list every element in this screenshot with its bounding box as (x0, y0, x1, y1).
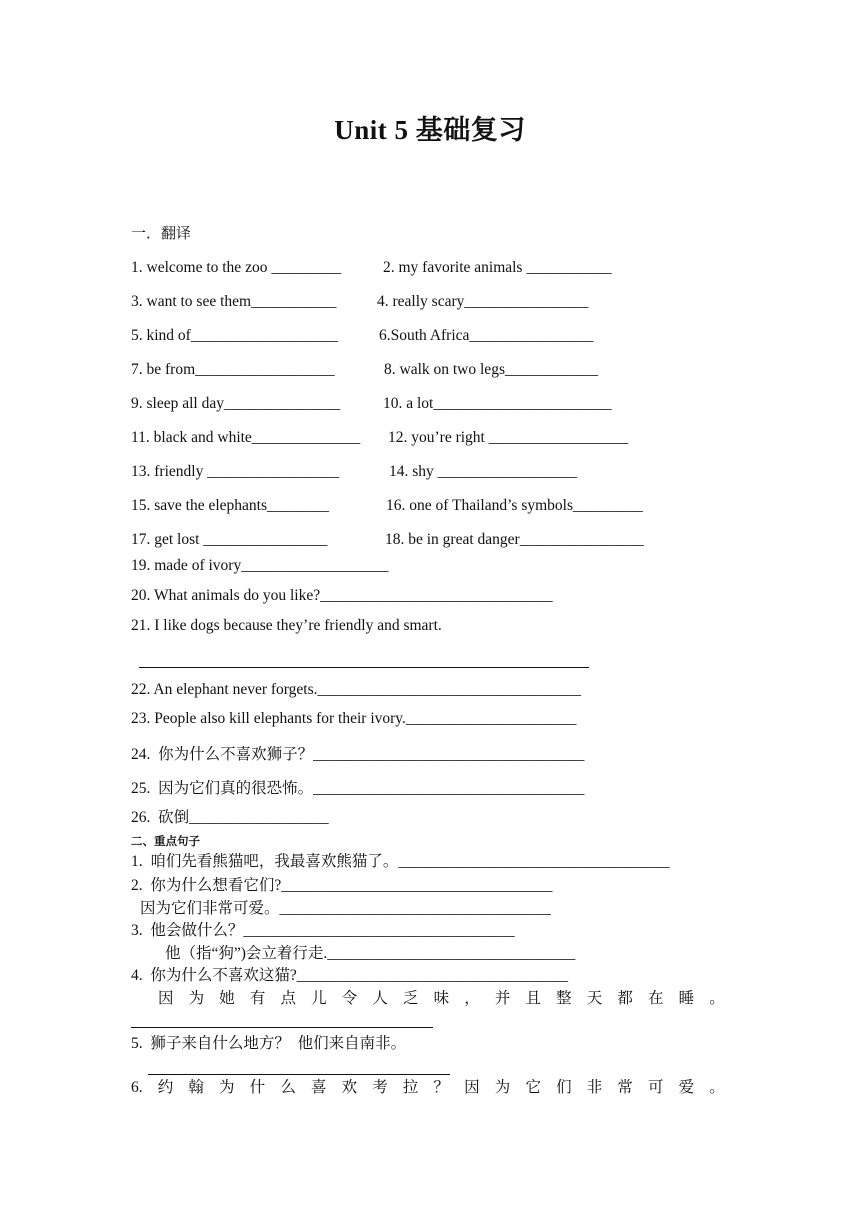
translation-item: 11. black and white______________ (131, 429, 361, 446)
sentence-1: 1. 咱们先看熊猫吧，我最喜欢熊猫了。___________________________________ (131, 853, 670, 870)
translation-item: 1. welcome to the zoo _________ (131, 259, 342, 276)
sentence-char: 什 (249, 1079, 266, 1096)
sentence-2: 2. 你为什么想看它们?___________________________________ (131, 877, 553, 894)
translation-item: 15. save the elephants________ (131, 497, 330, 514)
translation-item: 16. one of Thailand’s symbols_________ (386, 497, 643, 514)
translation-item: 9. sleep all day_______________ (131, 395, 341, 412)
sentence-char: 点 (280, 990, 297, 1007)
section-heading-key-sentences: 二、重点句子 (131, 836, 200, 848)
sentence-char: 乏 (403, 990, 419, 1007)
sentence-char: 它 (525, 1079, 541, 1096)
sentence-char: 整 (556, 990, 572, 1007)
item-26: 26. 砍倒__________________ (131, 809, 329, 826)
sentence-char: 为 (494, 1079, 511, 1096)
sentence-char: 非 (586, 1079, 603, 1096)
sentence-char: 因 (464, 1079, 480, 1096)
sentence-2-answer: 因为它们非常可爱。___________________________________ (140, 900, 551, 917)
sentence-char: 并 (494, 990, 511, 1007)
sentence-4: 4. 你为什么不喜欢这猫?___________________________________ (131, 967, 569, 984)
sentence-char: 天 (586, 990, 603, 1007)
sentence-char: ， (464, 990, 480, 1007)
sentence-char: 。 (709, 1079, 725, 1096)
sentence-char: 在 (648, 990, 664, 1007)
sentence-char: 可 (648, 1079, 664, 1096)
sentence-char: 味 (433, 990, 450, 1007)
sentence-char: 们 (556, 1079, 572, 1096)
translation-item: 8. walk on two legs____________ (384, 361, 598, 378)
sentence-char: 。 (709, 990, 725, 1007)
sentence-4-answer (158, 989, 725, 1009)
section-heading-translation: 一．翻译 (131, 226, 192, 242)
sentence-char: 常 (617, 1079, 633, 1096)
sentence-char: 考 (372, 1079, 388, 1096)
sentence-char: 为 (188, 990, 205, 1007)
item-22: 22. An elephant never forgets.__________________________________ (131, 681, 582, 698)
sentence-char: ？ (433, 1079, 450, 1096)
translation-item: 10. a lot_______________________ (383, 395, 612, 412)
sentence-char: 她 (219, 990, 235, 1007)
page-title: Unit 5 基础复习 (334, 115, 526, 145)
translation-item: 12. you’re right __________________ (388, 429, 629, 446)
sentence-char: 喜 (310, 1079, 327, 1096)
sentence-char: 爱 (678, 1079, 695, 1096)
sentence-6 (131, 1078, 725, 1098)
translation-item: 13. friendly _________________ (131, 463, 339, 480)
translation-item: 6.South Africa________________ (379, 327, 594, 344)
sentence-char: 令 (341, 990, 358, 1007)
translation-item: 18. be in great danger________________ (385, 531, 644, 548)
translation-item: 7. be from__________________ (131, 361, 335, 378)
item-19: 19. made of ivory___________________ (131, 557, 389, 574)
sentence-char: 6. (131, 1079, 143, 1096)
sentence-char: 且 (525, 990, 542, 1007)
translation-item: 2. my favorite animals ___________ (383, 259, 612, 276)
translation-item: 14. shy __________________ (389, 463, 578, 480)
item-21: 21. I like dogs because they’re friendly and smart. (131, 617, 442, 634)
sentence-char: 有 (249, 990, 266, 1007)
translation-item: 5. kind of___________________ (131, 327, 339, 344)
sentence-char: 为 (219, 1079, 235, 1096)
translation-item: 3. want to see them___________ (131, 293, 337, 310)
item-23: 23. People also kill elephants for their ivory.______________________ (131, 710, 577, 727)
item-24: 24. 你为什么不喜欢狮子？___________________________________ (131, 746, 585, 763)
sentence-char: 睡 (678, 990, 695, 1007)
item-25: 25. 因为它们真的很恐怖。___________________________________ (131, 780, 585, 797)
answer-line-21[interactable] (139, 667, 589, 668)
answer-line-5[interactable] (148, 1074, 450, 1075)
sentence-3-answer: 他（指“狗”)会立着行走.________________________________ (165, 945, 576, 962)
sentence-char: 因 (158, 990, 174, 1007)
sentence-char: 么 (280, 1079, 296, 1096)
item-20: 20. What animals do you like?______________________________ (131, 587, 553, 604)
sentence-char: 人 (372, 990, 388, 1007)
translation-item: 4. really scary________________ (377, 293, 589, 310)
sentence-char: 儿 (311, 990, 327, 1007)
sentence-3: 3. 他会做什么？___________________________________ (131, 922, 515, 939)
sentence-char: 翰 (188, 1079, 204, 1096)
sentence-5: 5. 狮子来自什么地方？ 他们来自南非。 (131, 1035, 407, 1052)
sentence-char: 约 (157, 1079, 174, 1096)
translation-item: 17. get lost ________________ (131, 531, 328, 548)
sentence-char: 欢 (341, 1079, 358, 1096)
sentence-char: 都 (617, 990, 633, 1007)
sentence-char: 拉 (402, 1079, 419, 1096)
answer-line-4[interactable] (131, 1027, 433, 1028)
